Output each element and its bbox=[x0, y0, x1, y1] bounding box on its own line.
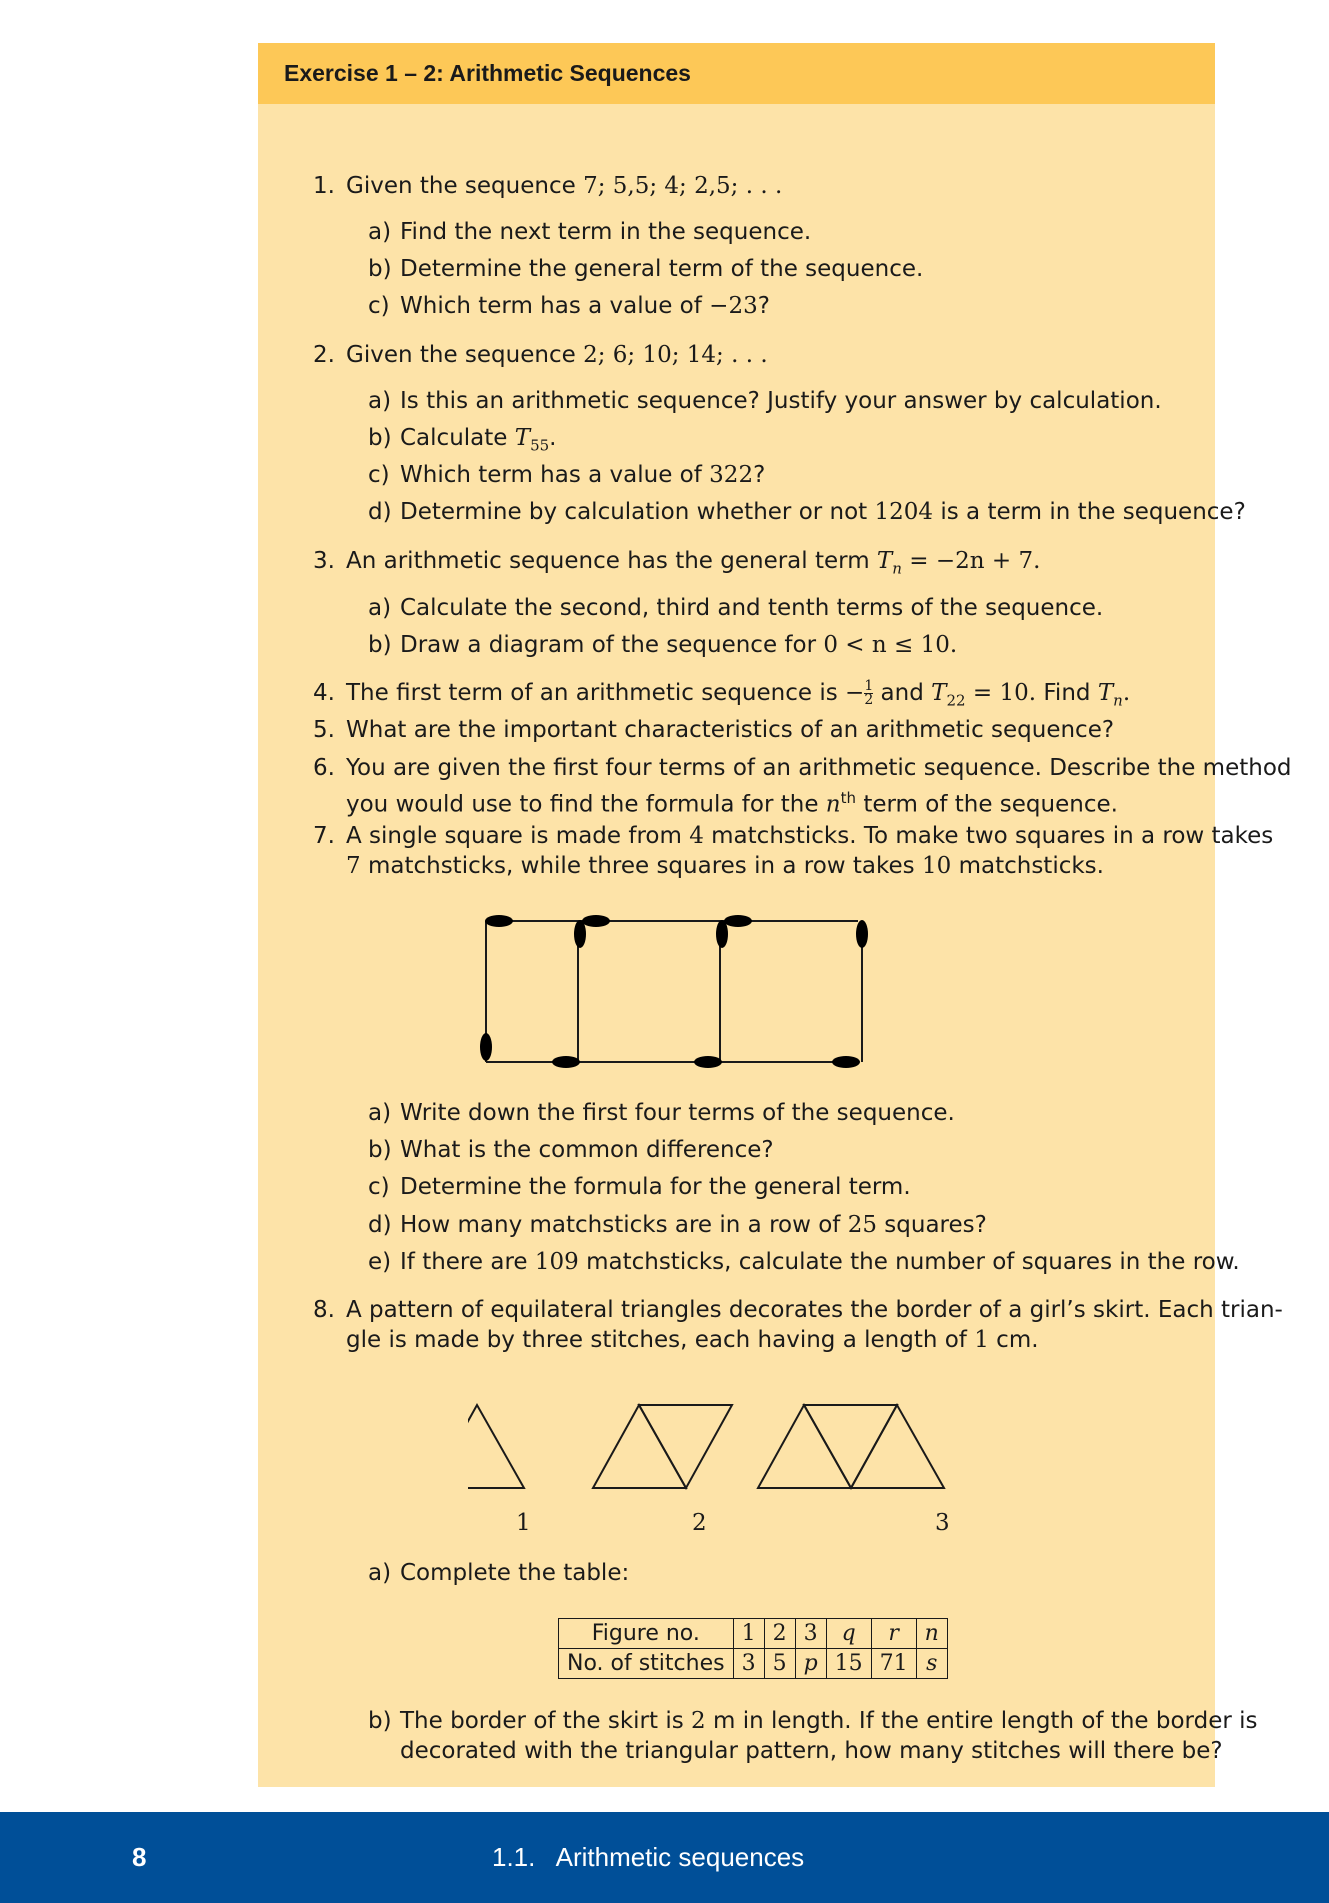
triangle-figure-2-left bbox=[593, 1405, 686, 1488]
triangle-figure-3-mid bbox=[804, 1405, 897, 1488]
q1-number: 1. bbox=[313, 173, 335, 199]
table-row: Figure no. 1 2 3 q r n bbox=[559, 1619, 948, 1649]
triangle-figure-2-right bbox=[639, 1405, 732, 1488]
page-number: 8 bbox=[132, 1842, 147, 1872]
section-title: 1.1. Arithmetic sequences bbox=[492, 1842, 805, 1872]
q1-text: Given the sequence bbox=[346, 173, 576, 199]
triangle-label-3: 3 bbox=[935, 1510, 950, 1536]
exercise-box: 1. Given the sequence 7; 5,5; 4; 2,5; . . . a) Find the next term in the sequence. b) Determine the general term of the sequence. c) Which term has a value of −23? 2. Given the sequence 2; 6; 10; 14; . . . a) Is this an arithmetic sequence? Justify your answer by calculation. b) Calculate $T_{55}$. c) Which term has a value of 322? d) Determine by calculation whether or not 1204 is a term in the sequence? 3. An arithmetic sequence has the general term $T_n = -2n + 7$. a) Calculate the second, third and tenth terms of the sequence. b) Draw a diagram of the sequence for 0 < n ≤ 10. 4. The first term of an arithmetic sequence is − $\frac{1}{2}$ and $T_{22} = 10$. Find $T_n$. 5. What are the important characteristics of an arithmetic sequence? 6. You are given the first four terms of an arithmetic sequence. Describe the method you would use to find the formula for the $n^{th}$ term of the sequence. 7. A single square is made from 4 matchsticks. To make two squares in a row takes 7 matchsticks, while three squares in a row takes 10 matchsticks. a) Write down the first four terms of the sequence. b) What is the common difference? c) Determine the formula for the general term. d) How many matchsticks are in a row of 25 squares? e) If there are 109 matchsticks, calculate the number of squares in the row. 8. A pattern of equilateral triangles decorates the border of a girl’s skirt. Each trian- gle is made by three stitches, each having a length of 1 cm. 1 2 3 a) Complete the table: Figure no. 1 2 3 q r n No. of stitches 3 5 p 15 71 s b) The border of the skirt is 2 m in length. If the entire length of the border is decorated with the triangular pattern, how many stitches will there be? bbox=[258, 104, 1215, 1787]
q1-sequence: 7; 5,5; 4; 2,5; . . . bbox=[583, 173, 783, 199]
page-footer bbox=[0, 1812, 1329, 1903]
triangle-figure-3-left bbox=[758, 1405, 851, 1488]
triangle-label-1: 1 bbox=[516, 1510, 531, 1536]
matchstick-diagram bbox=[468, 904, 868, 1079]
triangle-figures bbox=[468, 1379, 1068, 1499]
stitch-table bbox=[558, 1618, 948, 1679]
exercise-title: Exercise 1 – 2: Arithmetic Sequences bbox=[284, 60, 691, 86]
triangle-label-2: 2 bbox=[692, 1510, 707, 1536]
triangle-figure-3-right bbox=[851, 1405, 944, 1488]
triangle-figure-1 bbox=[468, 1405, 524, 1488]
table-row: No. of stitches 3 5 p 15 71 s bbox=[559, 1649, 948, 1679]
exercise-header bbox=[258, 43, 1215, 104]
